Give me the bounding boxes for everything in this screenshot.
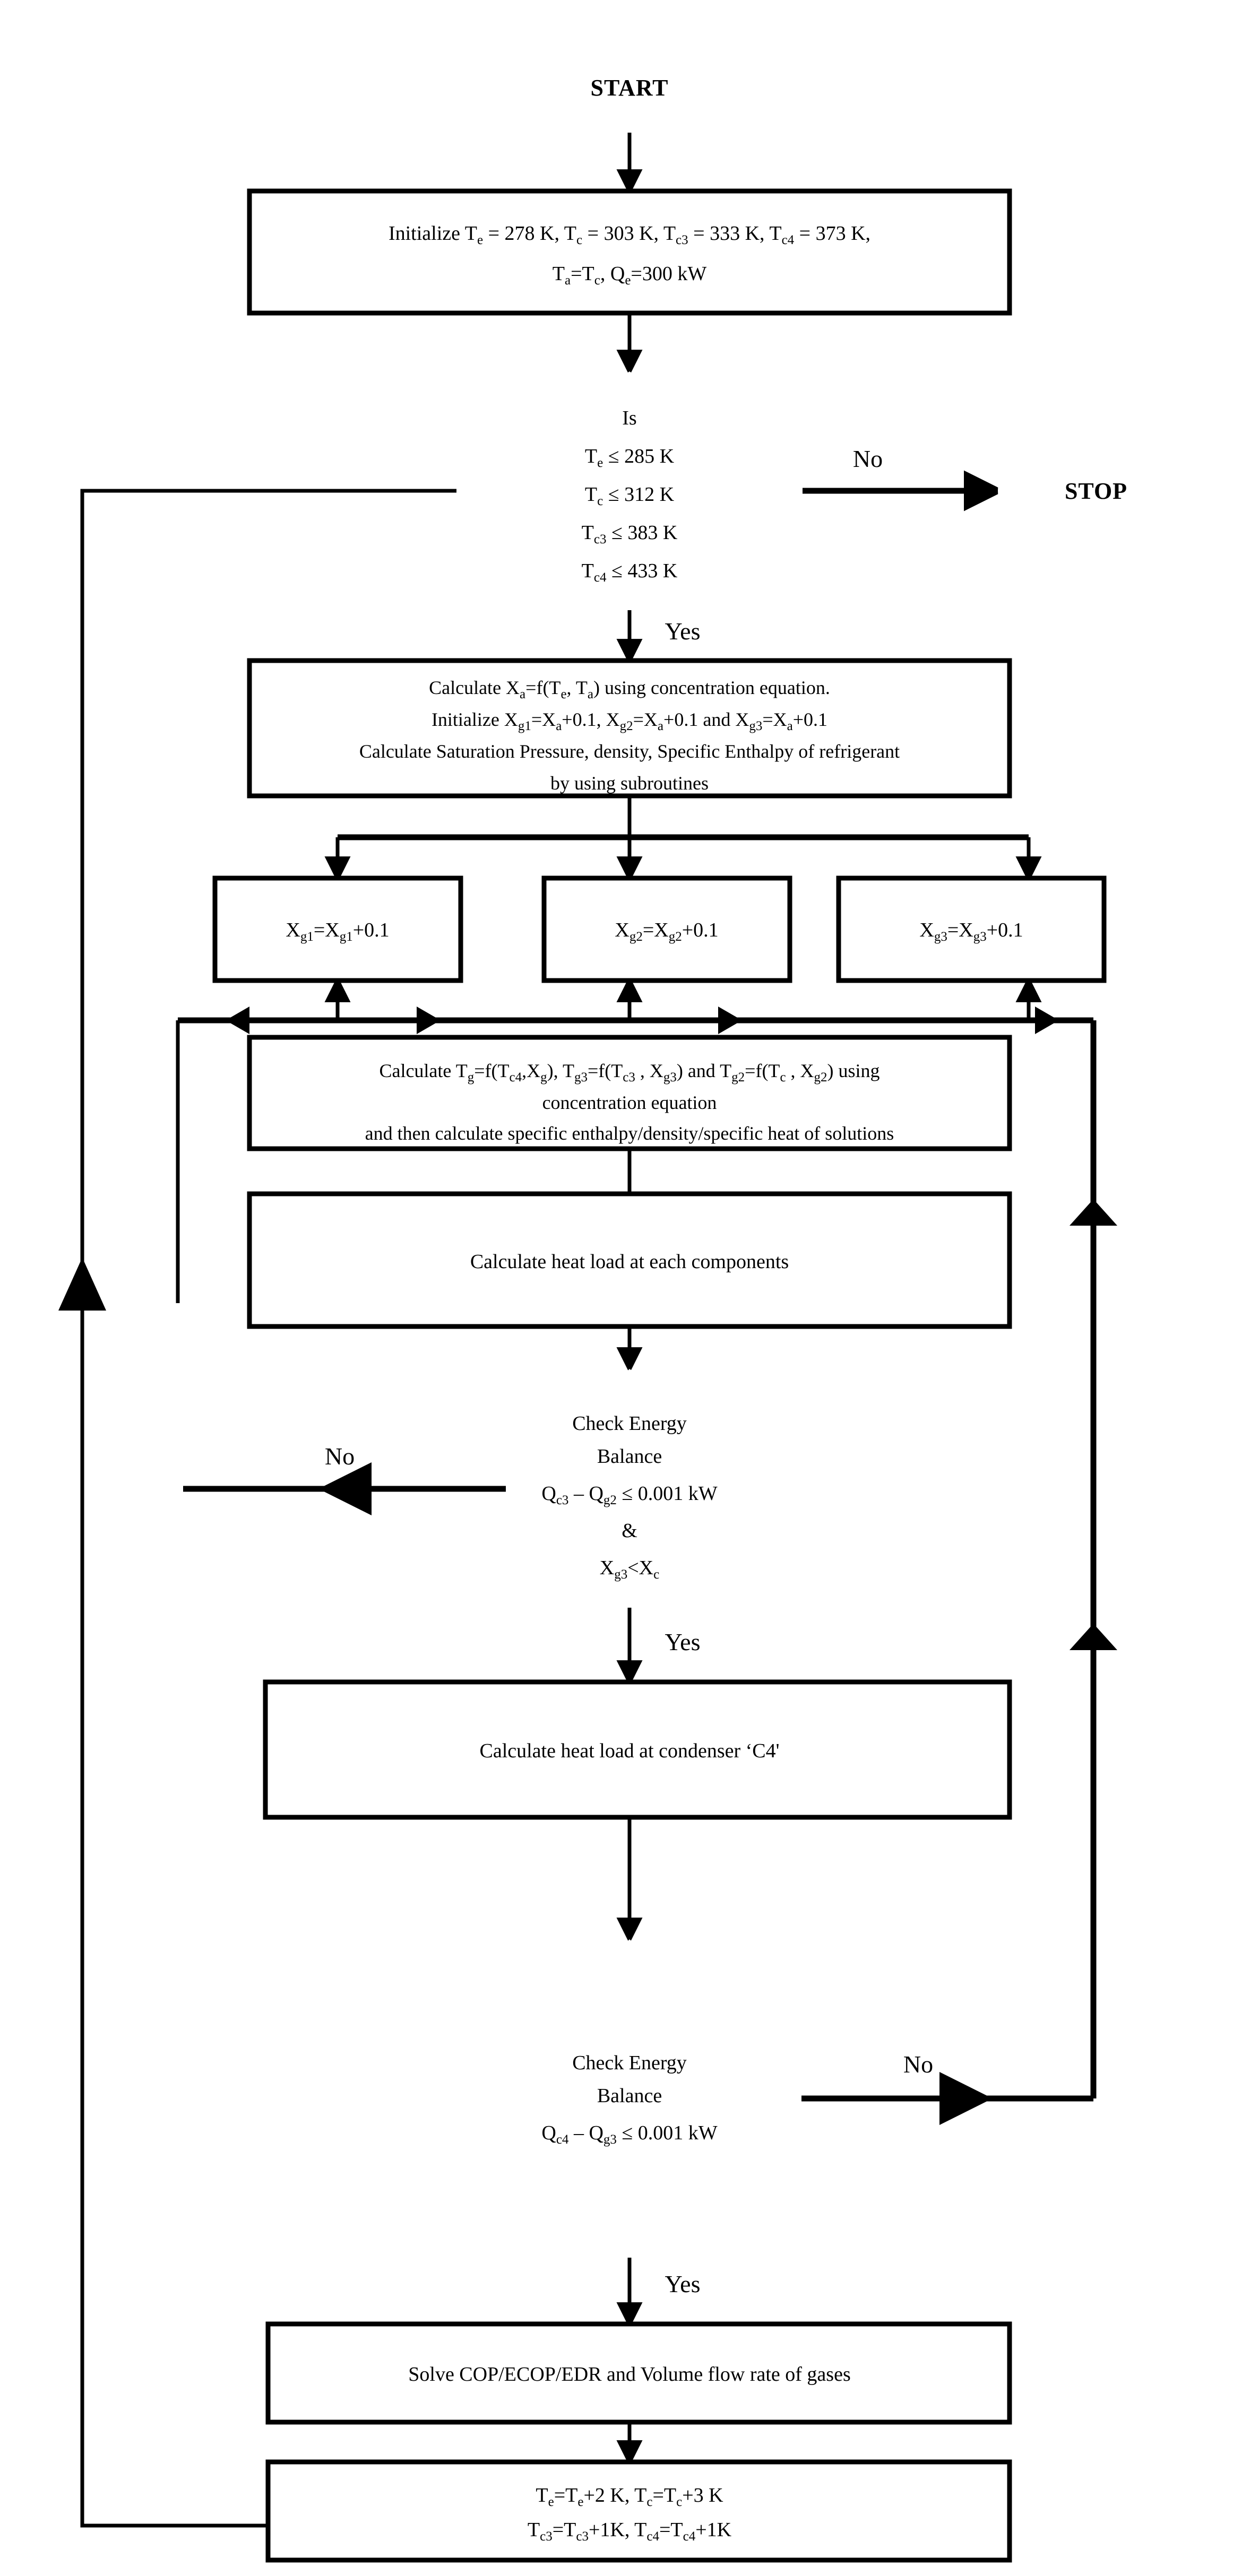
decision1-line-1: Is <box>622 407 637 429</box>
calctg-line-3: and then calculate specific enthalpy/density/specific heat of solutions <box>365 1123 894 1144</box>
edge-label-no-top: No <box>852 445 883 472</box>
decision2-line-2: Balance <box>597 1445 662 1468</box>
decision2-line-5: Xg3<Xc <box>599 1557 660 1582</box>
initialize-box <box>249 191 1010 313</box>
decision1-line-3: Tc ≤ 312 K <box>584 483 675 508</box>
edge-label-no-bottom: No <box>903 2051 934 2078</box>
heat-load-components-label: Calculate heat load at each components <box>470 1251 789 1273</box>
xg2-label: Xg2=Xg2+0.1 <box>615 919 719 944</box>
calctg-line-1: Calculate Tg=f(Tc4,Xg), Tg3=f(Tc3 , Xg3) and Tg2=f(Tc , Xg2) using <box>379 1060 880 1085</box>
increment-temps-box <box>268 2462 1010 2560</box>
edge-label-no-mid: No <box>324 1443 355 1470</box>
bus-arrowhead-1 <box>226 1007 249 1034</box>
calctg-line-2: concentration equation <box>542 1092 717 1113</box>
calcxa-line-4: by using subroutines <box>550 773 709 794</box>
decision1-line-4: Tc3 ≤ 383 K <box>581 522 678 547</box>
solve-cop-label: Solve COP/ECOP/EDR and Volume flow rate of gases <box>408 2363 851 2386</box>
decision2-no-arrowhead <box>318 1462 372 1515</box>
right-rail-arrowhead-1 <box>1070 1199 1117 1226</box>
calcxa-line-1: Calculate Xa=f(Te, Ta) using concentration equation. <box>429 677 830 701</box>
outer-loop-arrowhead <box>58 1257 106 1311</box>
decision1-line-5: Tc4 ≤ 433 K <box>581 560 678 585</box>
edge-label-yes-mid: Yes <box>665 1628 701 1655</box>
right-rail-arrowhead-2 <box>1070 1624 1117 1650</box>
decision2-line-4: & <box>622 1520 637 1542</box>
decision3-line-3: Qc4 – Qg3 ≤ 0.001 kW <box>541 2122 718 2147</box>
bus-arrowhead-2 <box>417 1007 441 1034</box>
calcxa-line-3: Calculate Saturation Pressure, density, Specific Enthalpy of refrigerant <box>359 741 900 762</box>
bus-arrowhead-3 <box>718 1007 742 1034</box>
increment-line-1: Te=Te+2 K, Tc=Tc+3 K <box>536 2484 723 2509</box>
xg1-label: Xg1=Xg1+0.1 <box>286 919 390 944</box>
edge-label-yes-bottom: Yes <box>665 2270 701 2297</box>
initialize-line-2: Ta=Tc, Qe=300 kW <box>552 263 707 288</box>
xg3-label: Xg3=Xg3+0.1 <box>919 919 1023 944</box>
decision3-line-1: Check Energy <box>572 2052 687 2074</box>
start-label: START <box>590 75 669 101</box>
edge-label-yes-top: Yes <box>665 618 701 645</box>
decision3-line-2: Balance <box>597 2085 662 2107</box>
bus-arrowhead-4 <box>1035 1007 1059 1034</box>
initialize-line-1: Initialize Te = 278 K, Tc = 303 K, Tc3 = 333 K, Tc4 = 373 K, <box>388 222 871 247</box>
decision2-line-1: Check Energy <box>572 1412 687 1435</box>
decision1-line-2: Te ≤ 285 K <box>584 445 675 470</box>
decision3-no-arrowhead <box>939 2072 993 2125</box>
decision2-line-3: Qc3 – Qg2 ≤ 0.001 kW <box>541 1482 718 1507</box>
stop-label: STOP <box>1064 478 1128 504</box>
increment-line-2: Tc3=Tc3+1K, Tc4=Tc4+1K <box>527 2519 732 2544</box>
heat-load-c4-label: Calculate heat load at condenser ‘C4' <box>479 1740 780 1762</box>
calcxa-line-2: Initialize Xg1=Xa+0.1, Xg2=Xa+0.1 and Xg3=Xa+0.1 <box>431 709 828 733</box>
